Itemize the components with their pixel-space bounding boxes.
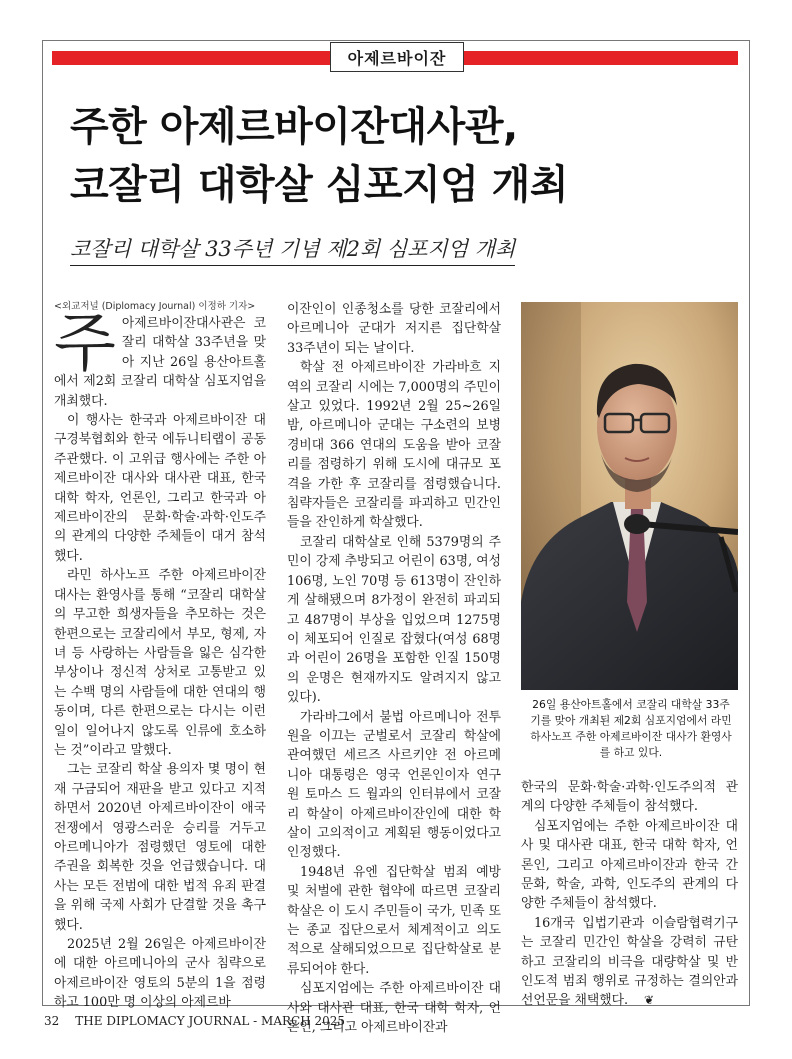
article-paragraph: 이 행사는 한국과 아제르바이잔 대구경북협회와 한국 에듀니티랩이 공동 주관했다. 이 고위급 행사에는 주한 아제르바이잔 대사와 대사관 대표, 한국 대학 학자, 언론인, 그리고 한국과 아제르바이잔의 문화·학술·과학·인도주의 관계의 다양한 주체들이 대거 참석했다. bbox=[54, 413, 266, 564]
drop-cap: 주 bbox=[54, 307, 116, 381]
subtitle: 코잘리 대학살 33주년 기념 제2회 심포지엄 개최 bbox=[70, 233, 515, 266]
section-bar-right bbox=[464, 51, 738, 65]
page-number: 32 bbox=[44, 1014, 60, 1028]
ambassador-photo bbox=[521, 302, 738, 690]
article-paragraph: 16개국 입법기관과 이슬람협력기구는 코잘리 민간인 학살을 강력히 규탄하고 코잘리의 비극을 대량학살 및 반인도적 범죄 행위로 규정하는 결의안과 선언문을 채택했다. ❦ bbox=[521, 914, 738, 1011]
byline: <외교저널 (Diplomacy Journal) 이정하 기자> bbox=[54, 301, 256, 312]
article-paragraph: 주아제르바이잔대사관은 코잘리 대학살 33주년을 맞아 지난 26일 용산아트홀에서 제2회 코잘리 대학살 심포지엄을 개최했다. bbox=[54, 307, 266, 409]
photo-caption: 26일 용산아트홀에서 코잘리 대학살 33주기를 맞아 개최된 제2회 심포지엄에서 라민 하사노프 주한 아제르바이잔 대사가 환영사를 하고 있다. bbox=[530, 698, 732, 759]
article-paragraph: 라민 하사노프 주한 아제르바이잔 대사는 환영사를 통해 “코잘리 대학살의 무고한 희생자들을 추모하는 것은 한편으로는 코잘리에서 부모, 형제, 자녀 등 사랑하는 사람들을 잃은 심각한 부상이나 정신적 상처로 고통받고 있는 수백 명의 사람들에 대한 연대의 행동이며, 다른 한편으로는 다시는 이런 일이 일어나지 않도록 인류에 호소하는 것”이라고 말했다. bbox=[54, 568, 266, 758]
section-bar-left bbox=[52, 51, 330, 65]
article-paragraph: 1948년 유엔 집단학살 범죄 예방 및 처벌에 관한 협약에 따르면 코잘리 학살은 이 도시 주민들이 국가, 민족 또는 종교 집단으로서 체계적이고 의도적으로 살해되었으므로 집단학살로 분류되어야 한다. bbox=[287, 864, 501, 977]
article-column-1 bbox=[54, 300, 266, 1013]
end-mark-icon: ❦ bbox=[644, 993, 655, 1008]
article-paragraph: 한국의 문화·학술·과학·인도주의적 관계의 다양한 주체들이 참석했다. bbox=[521, 780, 738, 815]
article-paragraph: 코잘리 대학살로 인해 5379명의 주민이 강제 추방되고 어린이 63명, 여성 106명, 노인 70명 등 613명이 잔인하게 살해됐으며 8가정이 완전히 파괴되고 487명이 부상을 입었으며 1275명이 체포되어 인질로 잡혔다(여성 68명과 어린이 26명을 포함한 인질 150명의 운명은 현재까지도 알려지지 않고 있다). bbox=[287, 534, 501, 706]
section-label: 아제르바이잔 bbox=[330, 42, 464, 72]
headline bbox=[70, 98, 740, 214]
article-paragraph: 가라바그에서 불법 아르메니아 전투원을 이끄는 군벌로서 코잘리 학살에 관여했던 세르즈 사르키얀 전 아르메니아 대통령은 영국 언론인이자 연구원 토마스 드 월과의 인터뷰에서 코잘리 학살이 아제르바이잔인에 대한 학살이 고의적이고 계획된 행동이었다고 인정했다. bbox=[287, 709, 501, 861]
article-paragraph: 심포지엄에는 주한 아제르바이잔 대사 및 대사관 대표, 한국 대학 학자, 언론인, 그리고 아제르바이잔과 한국 간 문화, 학술, 과학, 인도주의 관계의 다양한 주체들이 참석했다. bbox=[521, 818, 738, 912]
article-paragraph: 학살 전 아제르바이잔 가라바흐 지역의 코잘리 시에는 7,000명의 주민이 살고 있었다. 1992년 2월 25~26일 밤, 아르메니아 군대는 구소련의 보병 경비대 366 연대의 도움을 받아 코잘리를 점령하기 위해 도시에 대규모 포격을 가한 후 코잘리를 점령했습니다. 침략자들은 코잘리를 파괴하고 민간인들을 잔인하게 학살했다. bbox=[287, 360, 501, 531]
headline-line-2: 코잘리 대학살 심포지엄 개최 bbox=[70, 162, 568, 208]
article-paragraph: 이잔인이 인종청소를 당한 코잘리에서 아르메니아 군대가 저지른 집단학살 33주년이 되는 날이다. bbox=[287, 302, 501, 356]
article-paragraph: 그는 코잘리 학살 용의자 몇 명이 현재 구금되어 재판을 받고 있다고 지적하면서 2020년 아제르바이잔이 애국 전쟁에서 영광스러운 승리를 거두고 아르메니아가 점령했던 영토에 대한 주권을 회복한 것을 언급했습니다. 대사는 모든 전범에 대한 법적 유죄 판결을 위해 국제 사회가 단결할 것을 촉구했다. bbox=[54, 762, 266, 933]
article-paragraph: 2025년 2월 26일은 아제르바이잔에 대한 아르메니아의 군사 침략으로 아제르바이잔 영토의 5분의 1을 점령하고 100만 명 이상의 아제르바 bbox=[54, 937, 266, 1011]
publication-name: THE DIPLOMACY JOURNAL - MARCH 2025 bbox=[75, 1014, 346, 1028]
article-paragraph: 심포지엄에는 주한 아제르바이잔 대사와 대사관 대표, 한국 대학 학자, 언론인, 그리고 아제르바이잔과 bbox=[287, 981, 501, 1036]
headline-line-1: 주한 아제르바이잔대사관, bbox=[70, 104, 518, 150]
article-column-3 bbox=[521, 778, 738, 1011]
article-column-2 bbox=[287, 300, 501, 1037]
page-footer bbox=[44, 1014, 345, 1028]
